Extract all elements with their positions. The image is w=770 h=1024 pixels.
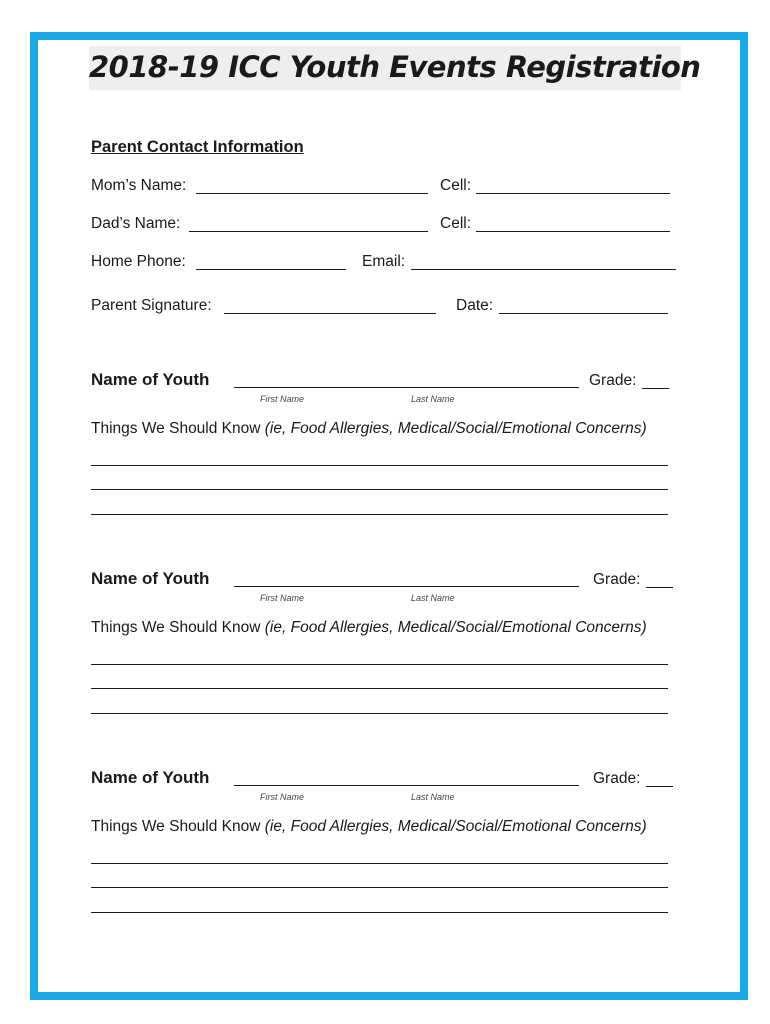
things-hint: (ie, Food Allergies, Medical/Social/Emotional Concerns) bbox=[264, 619, 647, 636]
moms-cell-field[interactable] bbox=[476, 193, 670, 194]
form-title: 2018-19 ICC Youth Events Registration bbox=[89, 50, 701, 84]
youth-name-field[interactable] bbox=[234, 387, 579, 388]
grade-label: Grade: bbox=[593, 571, 641, 588]
parent-signature-field[interactable] bbox=[224, 313, 436, 314]
concerns-line[interactable] bbox=[91, 688, 668, 689]
dads-name-field[interactable] bbox=[189, 231, 428, 232]
things-label: Things We Should Know bbox=[91, 818, 261, 835]
grade-field[interactable] bbox=[642, 388, 669, 389]
grade-field[interactable] bbox=[646, 587, 673, 588]
concerns-line[interactable] bbox=[91, 465, 668, 466]
home-phone-label: Home Phone: bbox=[91, 253, 186, 270]
concerns-line[interactable] bbox=[91, 713, 668, 714]
things-label: Things We Should Know bbox=[91, 619, 261, 636]
concerns-line[interactable] bbox=[91, 489, 668, 490]
dads-cell-label: Cell: bbox=[440, 215, 472, 232]
moms-name-field[interactable] bbox=[196, 193, 428, 194]
grade-field[interactable] bbox=[646, 786, 673, 787]
first-name-caption: First Name bbox=[260, 394, 305, 404]
dads-name-label: Dad’s Name: bbox=[91, 215, 181, 232]
email-label: Email: bbox=[362, 253, 406, 270]
things-we-should-know-label bbox=[91, 818, 647, 836]
youth-name-label: Name of Youth bbox=[91, 768, 210, 787]
things-we-should-know-label bbox=[91, 619, 647, 637]
last-name-caption: Last Name bbox=[411, 593, 455, 603]
things-hint: (ie, Food Allergies, Medical/Social/Emotional Concerns) bbox=[264, 818, 647, 835]
email-field[interactable] bbox=[411, 269, 676, 270]
youth-name-field[interactable] bbox=[234, 586, 579, 587]
concerns-line[interactable] bbox=[91, 887, 668, 888]
grade-label: Grade: bbox=[593, 770, 641, 787]
grade-label: Grade: bbox=[589, 372, 637, 389]
moms-name-label: Mom’s Name: bbox=[91, 177, 187, 194]
date-label: Date: bbox=[456, 297, 494, 314]
concerns-line[interactable] bbox=[91, 514, 668, 515]
things-hint: (ie, Food Allergies, Medical/Social/Emotional Concerns) bbox=[264, 420, 647, 437]
concerns-line[interactable] bbox=[91, 863, 668, 864]
parent-section-heading: Parent Contact Information bbox=[91, 138, 304, 156]
first-name-caption: First Name bbox=[260, 593, 305, 603]
parent-signature-label: Parent Signature: bbox=[91, 297, 212, 314]
first-name-caption: First Name bbox=[260, 792, 305, 802]
moms-cell-label: Cell: bbox=[440, 177, 472, 194]
home-phone-field[interactable] bbox=[196, 269, 346, 270]
dads-cell-field[interactable] bbox=[476, 231, 670, 232]
concerns-line[interactable] bbox=[91, 664, 668, 665]
youth-name-label: Name of Youth bbox=[91, 569, 210, 588]
youth-name-label: Name of Youth bbox=[91, 370, 210, 389]
youth-name-field[interactable] bbox=[234, 785, 579, 786]
things-label: Things We Should Know bbox=[91, 420, 261, 437]
things-we-should-know-label bbox=[91, 420, 647, 438]
title-banner bbox=[89, 46, 701, 90]
concerns-line[interactable] bbox=[91, 912, 668, 913]
last-name-caption: Last Name bbox=[411, 394, 455, 404]
last-name-caption: Last Name bbox=[411, 792, 455, 802]
date-field[interactable] bbox=[499, 313, 668, 314]
